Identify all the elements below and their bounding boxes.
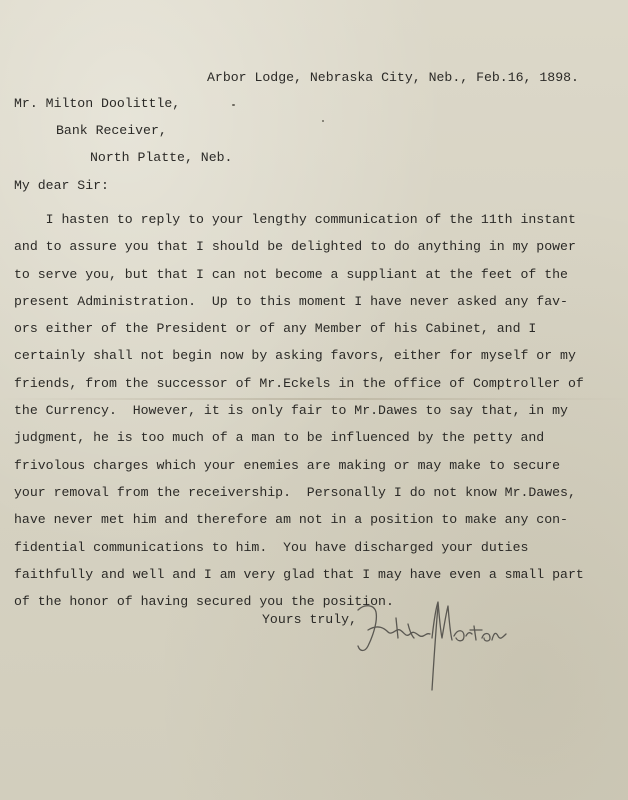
letter-body <box>14 206 614 615</box>
body-line: present Administration. Up to this moment I have never asked any fav- <box>14 293 568 309</box>
body-line: to serve you, but that I can not become a suppliant at the feet of the <box>14 266 568 282</box>
body-line: faithfully and well and I am very glad that I may have even a small part <box>14 566 584 582</box>
body-line: have never met him and therefore am not in a position to make any con- <box>14 512 568 528</box>
body-line: fidential communications to him. You have discharged your duties <box>14 539 529 555</box>
body-line: and to assure you that I should be delighted to do anything in my power <box>14 239 576 255</box>
body-line: friends, from the successor of Mr.Eckels in the office of Comptroller of <box>14 375 584 391</box>
body-line: certainly shall not begin now by asking favors, either for myself or my <box>14 348 576 364</box>
body-line: frivolous charges which your enemies are making or may make to secure <box>14 457 561 473</box>
letter-dateline: Arbor Lodge, Nebraska City, Neb., Feb.16, 1898. <box>207 70 579 85</box>
body-line: ors either of the President or of any Member of his Cabinet, and I <box>14 321 537 337</box>
body-line: of the honor of having secured you the position. <box>14 594 394 610</box>
recipient-location: North Platte, Neb. <box>90 150 233 165</box>
salutation: My dear Sir: <box>14 178 109 193</box>
body-line: your removal from the receivership. Personally I do not know Mr.Dawes, <box>14 484 576 500</box>
ink-speck <box>322 120 324 122</box>
body-line: the Currency. However, it is only fair to Mr.Dawes to say that, in my <box>14 403 568 419</box>
recipient-name: Mr. Milton Doolittle, <box>14 96 181 111</box>
closing: Yours truly, <box>262 612 357 627</box>
handwritten-signature <box>348 598 518 698</box>
body-line: judgment, he is too much of a man to be influenced by the petty and <box>14 430 545 446</box>
body-line: I hasten to reply to your lengthy communication of the 11th instant <box>14 212 576 227</box>
ink-speck <box>232 104 235 106</box>
recipient-title: Bank Receiver, <box>56 123 167 138</box>
